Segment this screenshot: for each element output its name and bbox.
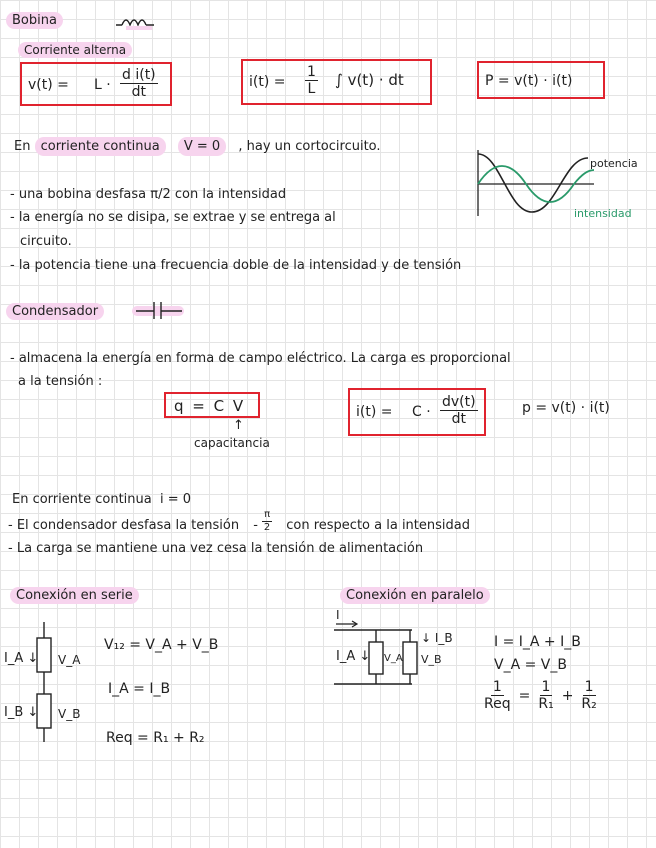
capacitance-arrow: ↑ — [233, 418, 244, 433]
bobina-bullet-2: - la energía no se disipa, se extrae y se entrega al — [10, 210, 336, 225]
paralelo-eq-resistance — [484, 680, 597, 711]
resistor-b — [37, 694, 51, 728]
fraction-denominator: Req — [484, 696, 511, 712]
fraction-numerator: 1 — [541, 679, 551, 695]
bobina-title: Bobina — [6, 12, 63, 29]
paralelo-voltage-b: V_B — [421, 653, 442, 666]
condensador-line-1b: a la tensión : — [18, 374, 103, 389]
bobina-bullet-1: - una bobina desfasa π/2 con la intensidad — [10, 187, 287, 202]
potencia-curve — [478, 154, 588, 212]
serie-eq-current: I_A = I_B — [108, 681, 171, 697]
formula-charge: q = C V — [174, 397, 244, 415]
formula-box-power — [477, 61, 605, 99]
formula-current-lhs: i(t) = — [249, 74, 286, 90]
resistor-b — [403, 642, 417, 674]
fraction-denominator: 2 — [263, 522, 271, 533]
paralelo-current-a: I_A ↓ — [336, 649, 371, 664]
label-potencia: potencia — [590, 157, 638, 170]
paralelo-current-b: ↓ I_B — [421, 631, 453, 645]
label-intensidad: intensidad — [574, 207, 632, 220]
dc-suffix: , hay un cortocircuito. — [238, 139, 381, 154]
fraction-numerator: dv(t) — [442, 394, 476, 410]
formula-cap-power: p = v(t) · i(t) — [522, 400, 610, 416]
bullet-1-suffix: con respecto a la intensidad — [286, 518, 470, 533]
formula-power: P = v(t) · i(t) — [485, 73, 573, 89]
formula-box-current — [241, 59, 432, 105]
series-circuit-diagram — [30, 622, 60, 746]
formula-cap-current-coef: C · — [412, 404, 431, 420]
condensador-line-1: - almacena la energía en forma de campo eléctrico. La carga es proporcional — [10, 351, 511, 366]
equals-sign: = — [518, 687, 531, 704]
formula-box-capacitor-current — [348, 388, 486, 436]
fraction-denominator: dt — [131, 84, 147, 100]
dc-highlight: corriente continua — [35, 137, 166, 156]
pi-half-fraction — [262, 510, 272, 533]
bobina-bullet-3: - la potencia tiene una frecuencia doble de la intensidad y de tensión — [10, 258, 462, 273]
condensador-dc-line: En corriente continua i = 0 — [12, 492, 192, 507]
bobina-dc-line — [14, 140, 381, 153]
formula-cap-current-fraction — [440, 395, 478, 426]
fraction-numerator: 1 — [307, 64, 316, 80]
resistor-a — [37, 638, 51, 672]
paralelo-current-total: I — [336, 608, 340, 622]
formula-box-voltage — [20, 62, 172, 106]
paralelo-eq-current: I = I_A + I_B — [494, 634, 581, 650]
plus-sign: + — [561, 687, 574, 704]
condensador-bullet-1 — [8, 509, 470, 533]
condensador-bullet-2: - La carga se mantiene una vez cesa la tensión de alimentación — [8, 541, 424, 556]
fraction-denominator: dt — [451, 411, 466, 427]
fraction-denominator: R₁ — [538, 696, 554, 712]
bobina-bullet-2b: circuito. — [20, 234, 72, 249]
resistor-a — [369, 642, 383, 674]
dc-voltage-zero: V = 0 — [178, 137, 226, 156]
serie-title: Conexión en serie — [10, 587, 139, 604]
bobina-subtitle: Corriente alterna — [18, 42, 132, 58]
serie-current-b: I_B ↓ — [4, 705, 39, 720]
formula-voltage-lhs: v(t) = — [28, 77, 69, 93]
formula-cap-current-lhs: i(t) = — [356, 404, 393, 420]
fraction-denominator: R₂ — [581, 696, 597, 712]
fraction-denominator: L — [307, 81, 316, 97]
formula-current-fraction — [305, 65, 318, 96]
paralelo-eq-voltage: V_A = V_B — [494, 657, 567, 673]
formula-box-charge — [164, 392, 260, 418]
bullet-1-prefix: - El condensador desfasa la tensión — [8, 518, 240, 533]
serie-eq-voltage: V₁₂ = V_A + V_B — [104, 637, 219, 653]
fraction-numerator: d i(t) — [122, 67, 156, 83]
inductor-symbol-icon — [112, 13, 172, 29]
fraction-numerator: 1 — [584, 679, 594, 695]
paralelo-voltage-a: V_A — [384, 653, 403, 664]
serie-voltage-b: V_B — [58, 707, 81, 721]
condensador-title: Condensador — [6, 303, 104, 320]
capacitancia-label: capacitancia — [194, 436, 270, 450]
paralelo-title: Conexión en paralelo — [340, 587, 490, 604]
formula-current-integral: ∫ v(t) · dt — [335, 71, 404, 89]
dc-prefix: En — [14, 139, 31, 154]
formula-voltage-coef: L · — [94, 77, 111, 93]
serie-eq-resistance: Req = R₁ + R₂ — [106, 730, 205, 746]
bullet-1-minus: - — [253, 518, 258, 533]
capacitor-symbol-icon — [132, 300, 188, 320]
serie-voltage-a: V_A — [58, 653, 81, 667]
formula-voltage-fraction — [120, 68, 158, 99]
fraction-numerator: π — [264, 509, 271, 520]
fraction-numerator: 1 — [492, 679, 502, 695]
serie-current-a: I_A ↓ — [4, 651, 39, 666]
